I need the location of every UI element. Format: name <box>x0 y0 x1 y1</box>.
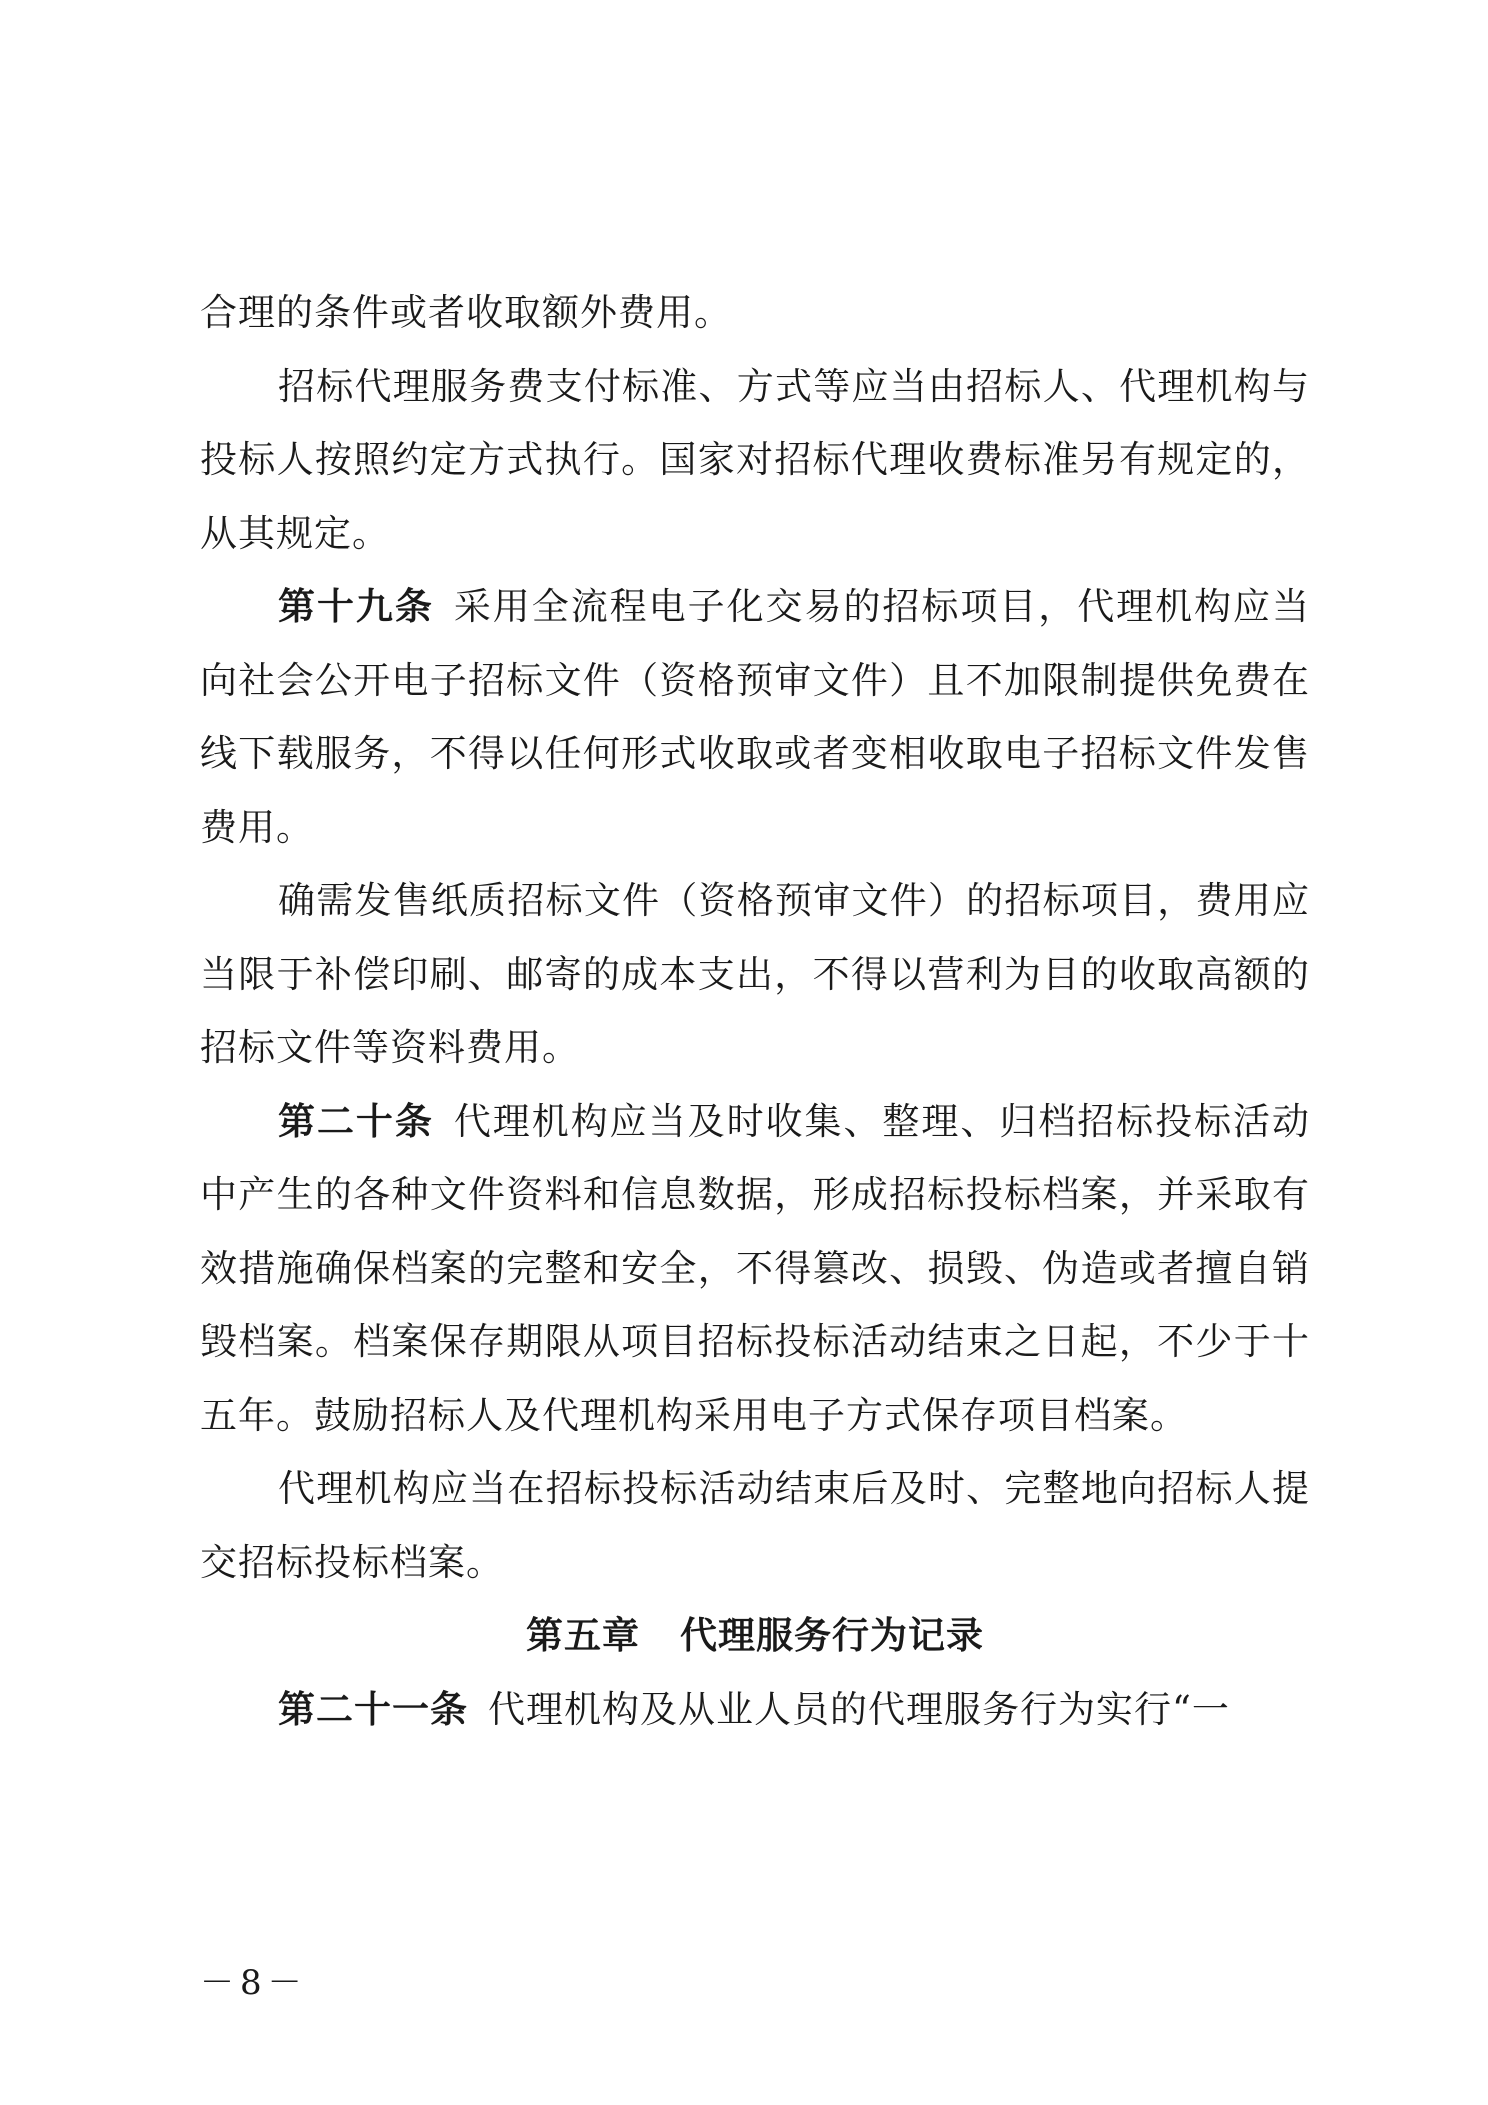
article-19 <box>200 570 1310 864</box>
paragraph-agency-fee <box>200 350 1310 571</box>
article-text: 代理机构应当及时收集、整理、归档招标投标活动中产生的各种文件资料和信息数据，形成招标投标档案，并采取有效措施确保档案的完整和安全，不得篡改、损毁、伪造或者擅自销毁档案。档案保存期限从项目招标投标活动结束之日起，不少于十五年。鼓励招标人及代理机构采用电子方式保存项目档案。 <box>200 1099 1311 1437</box>
paragraph-text: 合理的条件或者收取额外费用。 <box>200 291 732 334</box>
article-20 <box>200 1085 1310 1453</box>
chapter-heading <box>200 1599 1310 1673</box>
paragraph-text: 代理机构应当在招标投标活动结束后及时、完整地向招标人提交招标投标档案。 <box>200 1467 1310 1584</box>
article-text: 代理机构及从业人员的代理服务行为实行“一 <box>488 1687 1230 1731</box>
chapter-number: 第五章 <box>526 1614 640 1657</box>
paragraph-archive-submission <box>200 1452 1310 1599</box>
article-heading: 第二十条 <box>278 1099 434 1143</box>
paragraph-text: 确需发售纸质招标文件（资格预审文件）的招标项目，费用应当限于补偿印刷、邮寄的成本支出，不得以营利为目的收取高额的招标文件等资料费用。 <box>200 879 1310 1069</box>
article-heading: 第十九条 <box>278 585 434 628</box>
document-body <box>200 276 1310 1746</box>
paragraph-paper-documents <box>200 864 1310 1085</box>
paragraph-continuation <box>200 276 1310 350</box>
article-21 <box>200 1673 1310 1747</box>
chapter-title: 代理服务行为记录 <box>680 1614 984 1657</box>
article-text: 采用全流程电子化交易的招标项目，代理机构应当向社会公开电子招标文件（资格预审文件）且不加限制提供免费在线下载服务，不得以任何形式收取或者变相收取电子招标文件发售费用。 <box>200 585 1311 849</box>
page-number: －8－ <box>200 1963 308 2003</box>
article-heading: 第二十一条 <box>278 1687 468 1731</box>
paragraph-text: 招标代理服务费支付标准、方式等应当由招标人、代理机构与投标人按照约定方式执行。国家对招标代理收费标准另有规定的，从其规定。 <box>200 364 1310 555</box>
